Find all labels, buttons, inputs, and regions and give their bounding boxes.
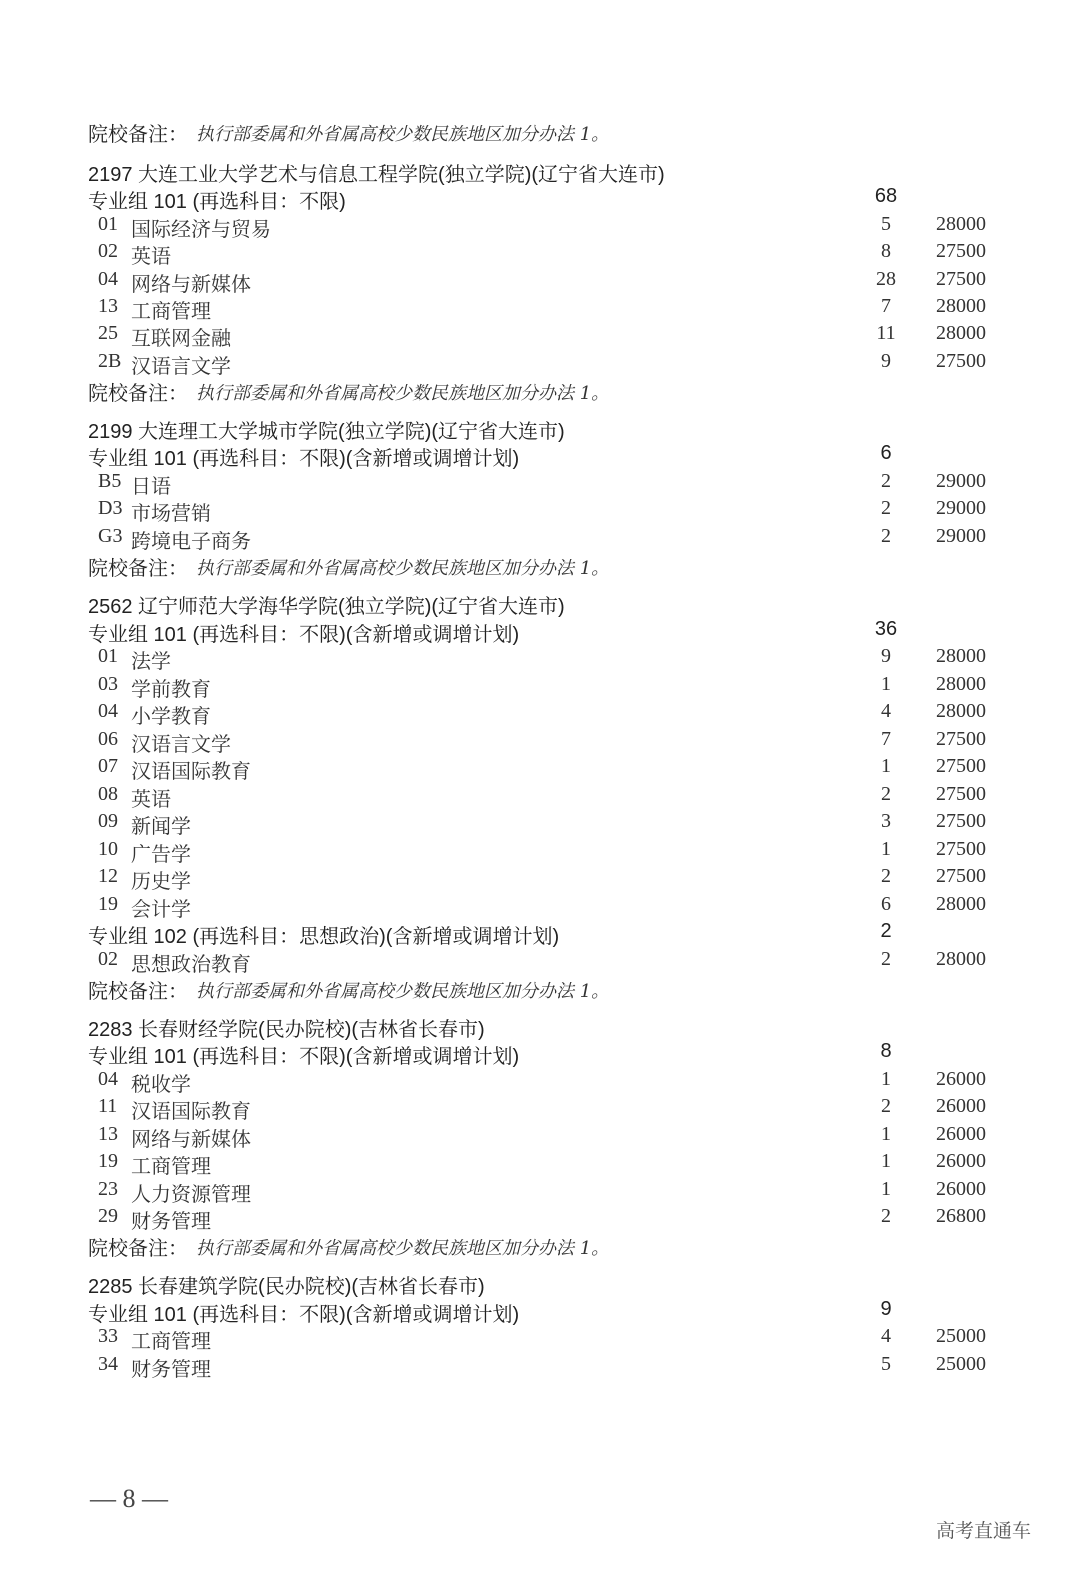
major-fee: 28000 [936,948,986,970]
school-header [0,590,1080,618]
major-fee: 26000 [936,1123,986,1145]
major-count: 1 [881,673,891,695]
major-name: 税收学 [131,1074,191,1096]
major-row [0,948,1080,976]
group-title: 专业组 101 (再选科目：不限)(含新增或调增计划) [88,1304,520,1326]
school-note [0,975,1080,1003]
major-count: 9 [881,645,891,667]
major-code: 01 [98,213,118,235]
major-name: 英语 [131,789,171,811]
major-row [0,1325,1080,1353]
major-fee: 29000 [936,525,986,547]
major-row [0,322,1080,350]
major-row [0,893,1080,921]
major-row [0,645,1080,673]
major-count: 7 [881,728,891,750]
major-fee: 29000 [936,497,986,519]
major-count: 1 [881,755,891,777]
major-code: 07 [98,755,118,777]
major-name: 汉语国际教育 [131,1101,251,1123]
major-name: 财务管理 [131,1211,211,1233]
major-fee: 28000 [936,700,986,722]
major-name: 日语 [131,476,171,498]
major-count: 7 [881,295,891,317]
major-row [0,268,1080,296]
major-fee: 27500 [936,783,986,805]
major-name: 互联网金融 [131,328,231,350]
major-code: 23 [98,1178,118,1200]
major-count: 2 [881,525,891,547]
major-row [0,240,1080,268]
major-fee: 27500 [936,240,986,262]
note-label: 院校备注： [88,1238,188,1260]
major-count: 4 [881,700,891,722]
group-total: 2 [880,920,892,942]
major-count: 1 [881,1123,891,1145]
major-fee: 27500 [936,755,986,777]
major-name: 财务管理 [131,1359,211,1381]
major-count: 5 [881,1353,891,1375]
major-fee: 28000 [936,893,986,915]
note-label: 院校备注： [88,981,188,1003]
school-header [0,415,1080,443]
note-text: 执行部委属和外省属高校少数民族地区加分办法 1。 [196,558,610,579]
major-code: B5 [98,470,122,492]
major-fee: 26000 [936,1095,986,1117]
note-text: 执行部委属和外省属高校少数民族地区加分办法 1。 [196,124,610,145]
major-name: 新闻学 [131,816,191,838]
note-label: 院校备注： [88,383,188,405]
major-fee: 28000 [936,213,986,235]
major-group-row [0,618,1080,646]
major-count: 1 [881,1150,891,1172]
major-count: 5 [881,213,891,235]
major-code: 13 [98,295,118,317]
major-fee: 28000 [936,295,986,317]
major-count: 28 [876,268,896,290]
major-count: 2 [881,1095,891,1117]
major-fee: 27500 [936,350,986,372]
group-total: 6 [880,442,892,464]
major-group-row [0,1040,1080,1068]
major-code: 34 [98,1353,118,1375]
major-fee: 28000 [936,673,986,695]
watermark: 高考直通车 [936,1520,1032,1542]
major-name: 法学 [131,651,171,673]
group-title: 专业组 102 (再选科目：思想政治)(含新增或调增计划) [88,926,560,948]
major-group-row [0,920,1080,948]
major-name: 工商管理 [131,1156,211,1178]
major-fee: 25000 [936,1325,986,1347]
major-fee: 26000 [936,1150,986,1172]
group-total: 36 [874,618,898,640]
major-name: 历史学 [131,871,191,893]
school-note [0,552,1080,580]
major-code: 06 [98,728,118,750]
major-code: G3 [98,525,123,547]
major-fee: 26000 [936,1068,986,1090]
major-code: 29 [98,1205,118,1227]
major-name: 会计学 [131,899,191,921]
school-header [0,1270,1080,1298]
major-code: 03 [98,673,118,695]
major-code: 08 [98,783,118,805]
major-count: 2 [881,1205,891,1227]
page-number: — 8 — [90,1484,168,1513]
major-row [0,1150,1080,1178]
major-count: 2 [881,470,891,492]
major-fee: 25000 [936,1353,986,1375]
major-code: 11 [98,1095,118,1117]
group-title: 专业组 101 (再选科目：不限)(含新增或调增计划) [88,1046,520,1068]
major-count: 1 [881,1178,891,1200]
major-group-row [0,185,1080,213]
major-fee: 28000 [936,322,986,344]
major-name: 市场营销 [131,503,211,525]
major-row [0,497,1080,525]
note-text: 执行部委属和外省属高校少数民族地区加分办法 1。 [196,383,610,404]
major-count: 1 [881,1068,891,1090]
major-count: 11 [876,322,896,344]
major-name: 汉语言文学 [131,356,231,378]
major-group-row [0,442,1080,470]
major-fee: 29000 [936,470,986,492]
school-title: 2562 辽宁师范大学海华学院(独立学院)(辽宁省大连市) [88,596,565,618]
major-fee: 26800 [936,1205,986,1227]
major-name: 网络与新媒体 [131,274,251,296]
major-count: 1 [881,838,891,860]
major-row [0,1178,1080,1206]
group-total: 8 [880,1040,892,1062]
major-row [0,295,1080,323]
major-row [0,700,1080,728]
major-row [0,755,1080,783]
major-fee: 26000 [936,1178,986,1200]
note-label: 院校备注： [88,124,188,146]
major-name: 小学教育 [131,706,211,728]
major-code: 19 [98,893,118,915]
note-text: 执行部委属和外省属高校少数民族地区加分办法 1。 [196,981,610,1002]
major-code: 12 [98,865,118,887]
major-name: 跨境电子商务 [131,531,251,553]
major-code: 02 [98,240,118,262]
major-fee: 27500 [936,865,986,887]
major-row [0,810,1080,838]
note-label: 院校备注： [88,558,188,580]
school-note [0,1232,1080,1260]
major-name: 网络与新媒体 [131,1129,251,1151]
major-row [0,470,1080,498]
note-text: 执行部委属和外省属高校少数民族地区加分办法 1。 [196,1238,610,1259]
school-note [0,118,1080,146]
group-title: 专业组 101 (再选科目：不限)(含新增或调增计划) [88,448,520,470]
school-header [0,1013,1080,1041]
major-code: 19 [98,1150,118,1172]
major-name: 汉语国际教育 [131,761,251,783]
major-group-row [0,1298,1080,1326]
major-code: 33 [98,1325,118,1347]
major-name: 学前教育 [131,679,211,701]
major-row [0,673,1080,701]
major-code: 10 [98,838,118,860]
major-code: 01 [98,645,118,667]
major-code: 04 [98,268,118,290]
major-row [0,1205,1080,1233]
major-count: 9 [881,350,891,372]
major-count: 2 [881,948,891,970]
major-code: 09 [98,810,118,832]
group-title: 专业组 101 (再选科目：不限) [88,191,346,213]
major-name: 国际经济与贸易 [131,219,271,241]
major-name: 工商管理 [131,1331,211,1353]
major-code: 2B [98,350,122,372]
major-fee: 28000 [936,645,986,667]
group-title: 专业组 101 (再选科目：不限)(含新增或调增计划) [88,624,520,646]
major-name: 英语 [131,246,171,268]
major-code: 04 [98,700,118,722]
major-fee: 27500 [936,728,986,750]
school-title: 2199 大连理工大学城市学院(独立学院)(辽宁省大连市) [88,421,565,443]
major-name: 思想政治教育 [131,954,251,976]
major-count: 6 [881,893,891,915]
major-code: D3 [98,497,123,519]
major-name: 广告学 [131,844,191,866]
major-row [0,838,1080,866]
major-code: 04 [98,1068,118,1090]
major-row [0,525,1080,553]
group-total: 68 [874,185,898,207]
major-code: 25 [98,322,118,344]
major-row [0,783,1080,811]
major-row [0,728,1080,756]
school-note [0,377,1080,405]
major-row [0,1095,1080,1123]
major-row [0,865,1080,893]
major-row [0,350,1080,378]
major-count: 2 [881,865,891,887]
major-fee: 27500 [936,838,986,860]
major-count: 4 [881,1325,891,1347]
major-row [0,1123,1080,1151]
major-count: 2 [881,497,891,519]
major-fee: 27500 [936,810,986,832]
school-title: 2283 长春财经学院(民办院校)(吉林省长春市) [88,1019,485,1041]
major-row [0,213,1080,241]
school-header [0,158,1080,186]
major-row [0,1353,1080,1381]
major-name: 工商管理 [131,301,211,323]
major-count: 3 [881,810,891,832]
group-total: 9 [880,1298,892,1320]
major-code: 02 [98,948,118,970]
school-title: 2285 长春建筑学院(民办院校)(吉林省长春市) [88,1276,485,1298]
major-name: 汉语言文学 [131,734,231,756]
major-row [0,1068,1080,1096]
major-name: 人力资源管理 [131,1184,251,1206]
major-fee: 27500 [936,268,986,290]
major-count: 8 [881,240,891,262]
major-count: 2 [881,783,891,805]
school-title: 2197 大连工业大学艺术与信息工程学院(独立学院)(辽宁省大连市) [88,164,665,186]
major-code: 13 [98,1123,118,1145]
